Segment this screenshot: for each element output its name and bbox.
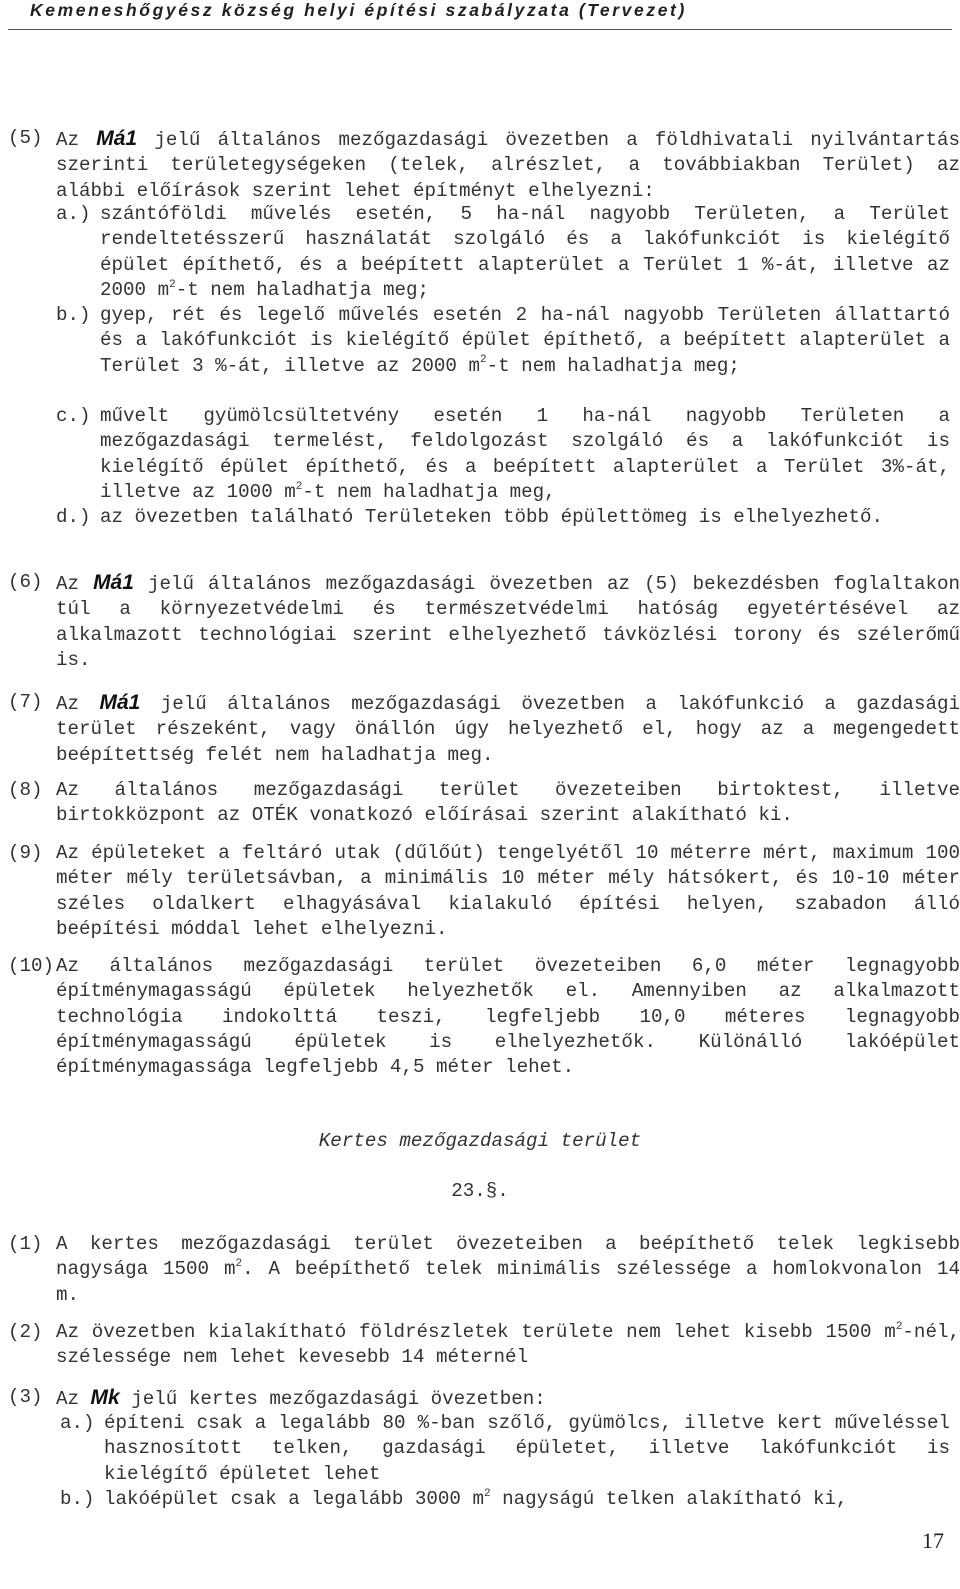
paragraph-number: (6)	[8, 571, 43, 593]
item-body: gyep, rét és legelő művelés esetén 2 ha-nál nagyobb Területen állattartó és a lakófunkciót is kielégítő épület építhető, a beépített alapterület a Terület 3 %-át, illetve az 2000 m	[100, 304, 950, 377]
paragraph-post: . A beépíthető telek minimális szélessége a homlokvonalon 14 m.	[56, 1258, 960, 1306]
section-list-item-b	[60, 1487, 950, 1512]
section-number: 23.§.	[451, 1180, 509, 1202]
item-label: d.)	[56, 506, 91, 528]
paragraph-10	[8, 954, 960, 1080]
paragraph-body: jelű általános mezőgazdasági övezetben a földhivatali nyilvántartás szerinti területegységeken (telek, alrészlet, a továbbiakban Terület) az alábbi előírások szerint lehet építményt elhelyezni:	[56, 129, 960, 202]
item-post: -t nem haladhatja meg;	[175, 278, 430, 301]
paragraph-number: (8)	[8, 779, 43, 801]
paragraph-pre: Az	[56, 129, 97, 151]
zone-code: Má1	[96, 127, 138, 150]
item-text	[100, 404, 950, 505]
paragraph-pre: Az	[56, 1388, 91, 1410]
item-text	[100, 202, 950, 303]
paragraph-pre: Az	[56, 573, 94, 595]
paragraph-body: A kertes mezőgazdasági terület övezeteiben a beépíthető telek legkisebb nagysága 1500 m	[56, 1233, 960, 1281]
superscript: 2	[895, 1320, 903, 1333]
superscript: 2	[235, 1257, 243, 1270]
item-label: b.)	[56, 304, 91, 326]
superscript: 2	[479, 354, 487, 367]
superscript: 2	[483, 1487, 491, 1500]
page-number: 17	[922, 1528, 944, 1553]
item-text	[100, 303, 950, 379]
zone-code: Má1	[99, 691, 141, 714]
section-paragraph-2	[8, 1320, 960, 1371]
item-body: lakóépület csak a legalább 3000 m	[104, 1488, 484, 1510]
paragraph-pre: Az	[56, 693, 100, 715]
section-list-item-a	[60, 1411, 950, 1487]
running-header: Kemeneshőgyész község helyi építési szabályzata (Tervezet)	[30, 0, 687, 20]
paragraph-6	[8, 570, 960, 673]
paragraph-number: (3)	[8, 1386, 43, 1408]
list-item-b	[56, 303, 950, 379]
paragraph-number: (5)	[8, 127, 43, 149]
paragraph-text: Az általános mezőgazdasági terület övezeteiben birtoktest, illetve birtokközpont az OTÉK vonatkozó előírásai szerint alakítható ki.	[56, 779, 960, 827]
paragraph-number: (2)	[8, 1321, 43, 1343]
paragraph-number: (10)	[8, 955, 55, 977]
paragraph-text	[56, 1320, 960, 1371]
paragraph-text	[56, 1232, 960, 1308]
paragraph-text: Az általános mezőgazdasági terület övezeteiben 6,0 méter legnagyobb építménymagasságú épületek helyezhetők el. Amennyiben az alkalmazott technológia indokolttá teszi, legfeljebb 10,0 méteres legnagyobb építménymagasságú épületek is elhelyezhetők. Különálló lakóépület építménymagassága legfeljebb 4,5 méter lehet.	[56, 955, 960, 1079]
paragraph-body: jelű általános mezőgazdasági övezetben az (5) bekezdésben foglaltakon túl a környezetvédelmi és természetvédelmi hatóság egyetértésével az alkalmazott technológiai szerint elhelyezhető távközlési torony és szélerőmű is.	[56, 573, 960, 671]
item-body: szántóföldi művelés esetén, 5 ha-nál nagyobb Területen, a Terület rendeltetésszerű használatát szolgáló és a lakófunkciót is kielégítő épület építhető, és a beépített alapterület a Terület 1 %-át, illetve az 2000 m	[100, 203, 950, 301]
paragraph-number: (9)	[8, 842, 43, 864]
item-post: -t nem haladhatja meg;	[486, 354, 740, 377]
paragraph-5	[8, 126, 960, 204]
section-paragraph-1	[8, 1232, 960, 1308]
item-body: művelt gyümölcsültetvény esetén 1 ha-nál nagyobb Területen a mezőgazdasági termelést, feldolgozást szolgáló és a lakófunkciót is kielégítő épület építhető, és a beépített alapterület a Terület 3%-át, illetve az 1000 m	[100, 405, 950, 503]
paragraph-text	[56, 570, 960, 673]
paragraph-post: -nél, szélessége nem lehet kevesebb 14 méternél	[56, 1321, 960, 1369]
paragraph-text	[56, 126, 960, 204]
item-post: -t nem haladhatja meg,	[302, 480, 556, 503]
header-rule	[8, 29, 952, 30]
zone-code: Má1	[93, 571, 134, 594]
item-text: az övezetben található Területeken több épülettömeg is elhelyezhető.	[100, 506, 883, 528]
paragraph-body: jelű kertes mezőgazdasági övezetben:	[119, 1388, 546, 1410]
paragraph-7	[8, 690, 960, 768]
item-label: a.)	[56, 203, 91, 225]
section-title: Kertes mezőgazdasági terület	[318, 1130, 642, 1152]
paragraph-9	[8, 841, 960, 942]
item-post: nagyságú telken alakítható ki,	[490, 1488, 848, 1510]
list-item-c	[56, 404, 950, 505]
item-text	[104, 1487, 950, 1512]
paragraph-text: Az épületeket a feltáró utak (dűlőút) tengelyétől 10 méterre mért, maximum 100 méter mély területsávban, a minimális 10 méter mély hátsókert, és 10-10 méter széles oldalkert elhagyásával kialakuló építési helyen, szabadon álló beépítési móddal lehet elhelyezni.	[56, 842, 960, 940]
paragraph-number: (7)	[8, 691, 43, 713]
list-item-a	[56, 202, 950, 303]
item-label: b.)	[60, 1488, 95, 1510]
item-text: építeni csak a legalább 80 %-ban szőlő, gyümölcs, illetve kert műveléssel hasznosított telken, gazdasági épületet, illetve lakófunkciót is kielégítő épületet lehet	[104, 1412, 950, 1485]
section-paragraph-3	[8, 1385, 960, 1412]
paragraph-text	[56, 1385, 960, 1412]
item-label: c.)	[56, 405, 91, 427]
superscript: 2	[295, 480, 303, 493]
list-item-d	[56, 505, 950, 530]
paragraph-body: Az övezetben kialakítható földrészletek területe nem lehet kisebb 1500 m	[56, 1321, 896, 1343]
paragraph-number: (1)	[8, 1233, 43, 1255]
zone-code: Mk	[90, 1386, 120, 1409]
paragraph-text	[56, 690, 960, 768]
superscript: 2	[169, 278, 176, 291]
item-label: a.)	[60, 1412, 95, 1434]
paragraph-body: jelű általános mezőgazdasági övezetben a lakófunkció a gazdasági terület részeként, vagy önállón úgy helyezhető el, hogy az a megengedett beépítettség felét nem haladhatja meg.	[56, 693, 960, 766]
paragraph-8	[8, 778, 960, 829]
